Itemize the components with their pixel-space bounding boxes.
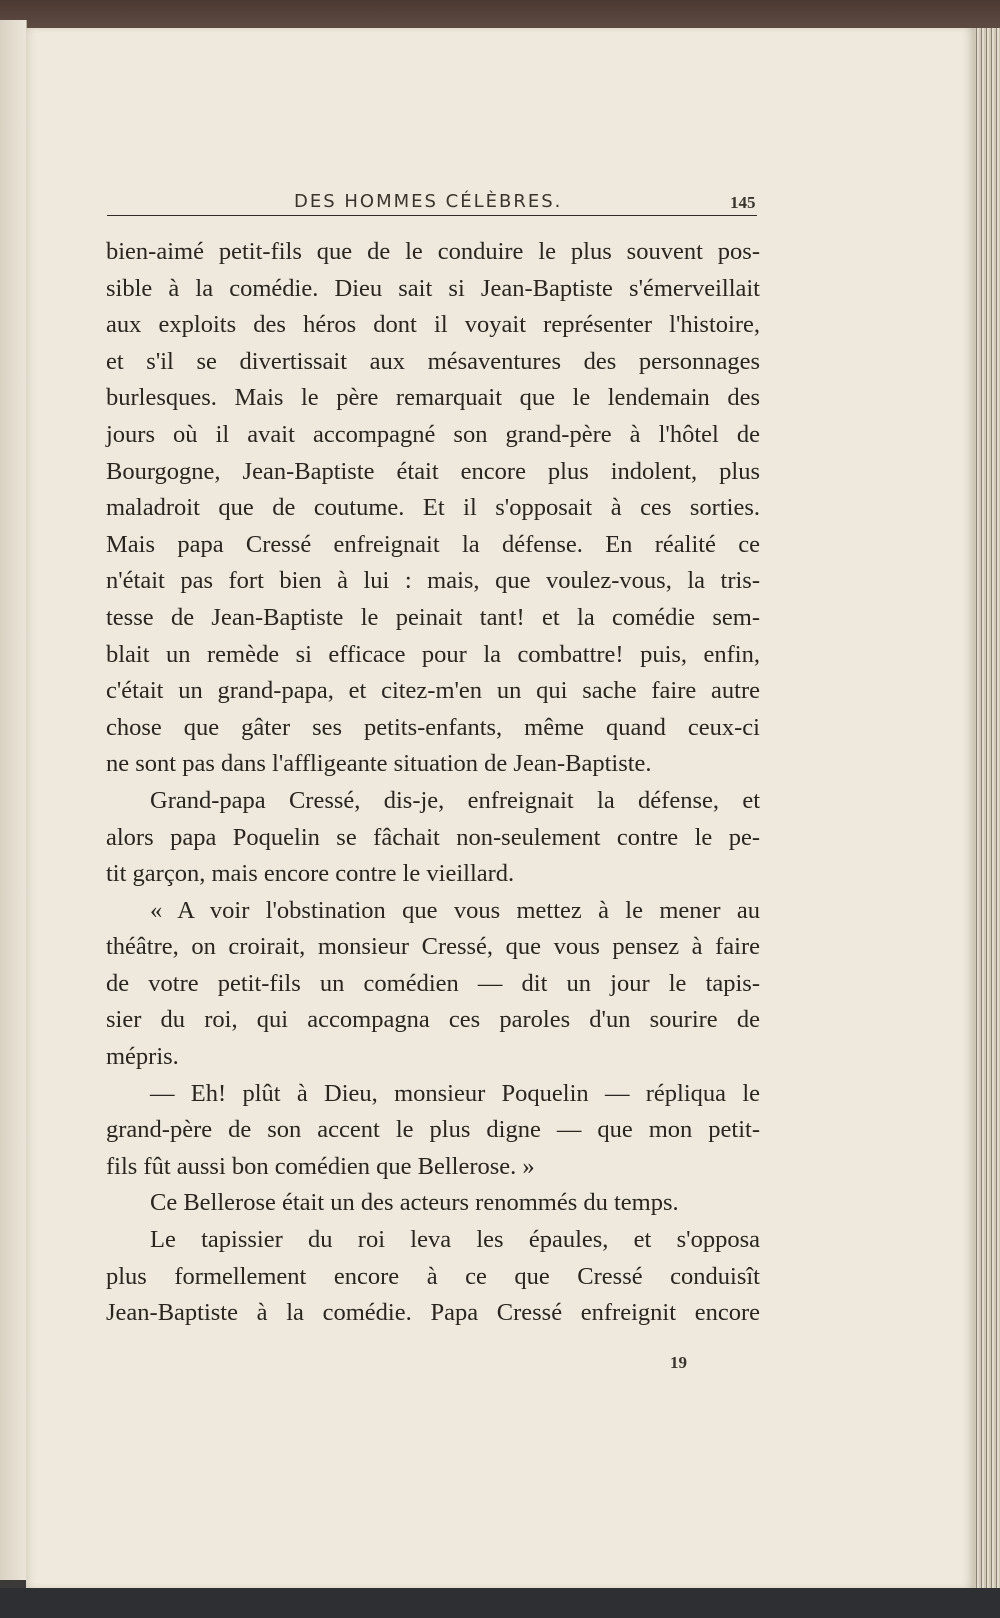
text-line: mépris. [106,1043,179,1071]
text-line: plus formellement encore à ce que Cressé conduisît [106,1262,760,1290]
text-line: Ce Bellerose était un des acteurs renommés du temps. [150,1189,679,1217]
text-line: alors papa Poquelin se fâchait non-seulement contre le pe- [106,823,760,851]
running-title: DES HOMMES CÉLÈBRES. [294,191,563,212]
text-line: de votre petit-fils un comédien — dit un jour le tapis- [106,969,760,997]
text-line: et s'il se divertissait aux mésaventures des personnages [106,347,760,375]
text-line: jours où il avait accompagné son grand-père à l'hôtel de [106,420,760,448]
text-line: n'était pas fort bien à lui : mais, que voulez-vous, la tris- [106,567,760,595]
page-number: 145 [730,193,756,212]
text-line: grand-père de son accent le plus digne — que mon petit- [106,1116,760,1144]
text-line: fils fût aussi bon comédien que Bellerose. » [106,1152,535,1180]
text-line: blait un remède si efficace pour la combattre! puis, enfin, [106,640,760,668]
text-line: théâtre, on croirait, monsieur Cressé, que vous pensez à faire [106,933,760,961]
page-header [26,191,974,221]
text-line: sible à la comédie. Dieu sait si Jean-Baptiste s'émerveillait [106,274,760,302]
text-line: ne sont pas dans l'affligeante situation de Jean-Baptiste. [106,750,652,778]
text-line: sier du roi, qui accompagna ces paroles d'un sourire de [106,1006,760,1034]
facing-page-edge [0,20,27,1580]
text-line: tit garçon, mais encore contre le vieillard. [106,860,515,888]
fore-edge [974,28,1000,1588]
text-line: « A voir l'obstination que vous mettez à le mener au [150,896,760,924]
book-cover-top [0,0,1000,28]
text-line: bien-aimé petit-fils que de le conduire le plus souvent pos- [106,238,760,265]
text-line: Bourgogne, Jean-Baptiste était encore plus indolent, plus [106,457,760,485]
signature-mark: 19 [670,1353,687,1372]
text-line: maladroit que de coutume. Et il s'opposait à ces sorties. [106,494,760,522]
text-line: chose que gâter ses petits-enfants, même quand ceux-ci [106,713,760,741]
book-cover-bottom [0,1588,1000,1618]
text-line: c'était un grand-papa, et citez-m'en un qui sache faire autre [106,677,760,705]
header-rule [107,215,757,216]
text-line: Jean-Baptiste à la comédie. Papa Cressé enfreignit encore [106,1299,760,1327]
text-line: tesse de Jean-Baptiste le peinait tant! et la comédie sem- [106,603,760,631]
text-line: Mais papa Cressé enfreignait la défense. En réalité ce [106,530,760,558]
text-line: Le tapissier du roi leva les épaules, et s'opposa [150,1226,760,1254]
text-line: aux exploits des héros dont il voyait représenter l'histoire, [106,311,760,339]
text-line: Grand-papa Cressé, dis-je, enfreignait la défense, et [150,786,760,814]
text-line: — Eh! plût à Dieu, monsieur Poquelin — répliqua le [150,1079,760,1107]
text-line: burlesques. Mais le père remarquait que le lendemain des [106,384,760,412]
body-text [106,234,760,1332]
